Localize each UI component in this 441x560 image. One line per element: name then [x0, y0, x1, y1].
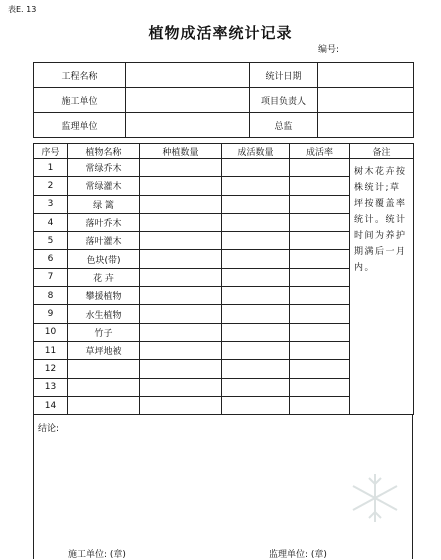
- remarks-text: 树木花卉按株统计;草坪按覆盖率统计。统计时间为养护期满后一月内。: [350, 159, 414, 415]
- plant-name: 常绿乔木: [68, 159, 140, 177]
- row-number: 10: [34, 323, 68, 341]
- row-number: 1: [34, 159, 68, 177]
- plant-name: 水生植物: [68, 305, 140, 323]
- plant-name: [68, 360, 140, 378]
- planted-quantity-cell[interactable]: [140, 360, 222, 378]
- planted-quantity-cell[interactable]: [140, 378, 222, 396]
- survival-rate-cell[interactable]: [290, 213, 350, 231]
- survived-quantity-cell[interactable]: [222, 250, 290, 268]
- project-manager-label: 项目负责人: [250, 88, 318, 113]
- construction-unit-field[interactable]: [126, 88, 250, 113]
- planted-quantity-cell[interactable]: [140, 287, 222, 305]
- column-header: 序号: [34, 144, 68, 159]
- row-number: 14: [34, 396, 68, 414]
- survival-rate-cell[interactable]: [290, 378, 350, 396]
- page-title: 植物成活率统计记录: [148, 24, 293, 42]
- survival-rate-cell[interactable]: [290, 232, 350, 250]
- info-row-construction: [34, 88, 414, 113]
- survival-rate-cell[interactable]: [290, 250, 350, 268]
- chief-supervisor-label: 总监: [250, 113, 318, 138]
- row-number: 6: [34, 250, 68, 268]
- plant-name: 色块(带): [68, 250, 140, 268]
- plant-name: 落叶灌木: [68, 232, 140, 250]
- survival-rate-cell[interactable]: [290, 195, 350, 213]
- planted-quantity-cell[interactable]: [140, 396, 222, 414]
- supervision-signature: 监理单位: (章): [269, 550, 327, 560]
- planted-quantity-cell[interactable]: [140, 305, 222, 323]
- plant-name: 竹子: [68, 323, 140, 341]
- survival-rate-cell[interactable]: [290, 360, 350, 378]
- planted-quantity-cell[interactable]: [140, 341, 222, 359]
- construction-signature: 施工单位: (章): [68, 550, 126, 560]
- row-number: 5: [34, 232, 68, 250]
- survival-rate-cell[interactable]: [290, 305, 350, 323]
- supervision-unit-label: 监理单位: [34, 113, 126, 138]
- row-number: 9: [34, 305, 68, 323]
- survived-quantity-cell[interactable]: [222, 213, 290, 231]
- survived-quantity-cell[interactable]: [222, 341, 290, 359]
- planted-quantity-cell[interactable]: [140, 232, 222, 250]
- plant-name: 常绿灌木: [68, 177, 140, 195]
- plant-name: 落叶乔木: [68, 213, 140, 231]
- plant-name: 绿 篱: [68, 195, 140, 213]
- column-header: 成活率: [290, 144, 350, 159]
- plant-name: 花 卉: [68, 268, 140, 286]
- survival-rate-table: [33, 143, 414, 415]
- planted-quantity-cell[interactable]: [140, 323, 222, 341]
- serial-number-label: 编号:: [318, 45, 340, 55]
- survived-quantity-cell[interactable]: [222, 195, 290, 213]
- table-header-row: [34, 144, 414, 159]
- plant-name: 草坪地被: [68, 341, 140, 359]
- plant-name: [68, 396, 140, 414]
- row-number: 11: [34, 341, 68, 359]
- row-number: 8: [34, 287, 68, 305]
- survived-quantity-cell[interactable]: [222, 360, 290, 378]
- conclusion-label: 结论:: [38, 424, 60, 434]
- stat-date-label: 统计日期: [250, 63, 318, 88]
- survival-rate-cell[interactable]: [290, 159, 350, 177]
- survival-rate-cell[interactable]: [290, 323, 350, 341]
- project-manager-field[interactable]: [318, 88, 414, 113]
- survived-quantity-cell[interactable]: [222, 305, 290, 323]
- survival-rate-cell[interactable]: [290, 396, 350, 414]
- survival-rate-cell[interactable]: [290, 268, 350, 286]
- survived-quantity-cell[interactable]: [222, 268, 290, 286]
- row-number: 4: [34, 213, 68, 231]
- planted-quantity-cell[interactable]: [140, 195, 222, 213]
- survived-quantity-cell[interactable]: [222, 323, 290, 341]
- survived-quantity-cell[interactable]: [222, 159, 290, 177]
- survived-quantity-cell[interactable]: [222, 177, 290, 195]
- survival-rate-cell[interactable]: [290, 287, 350, 305]
- row-number: 13: [34, 378, 68, 396]
- row-number: 3: [34, 195, 68, 213]
- survived-quantity-cell[interactable]: [222, 287, 290, 305]
- project-name-label: 工程名称: [34, 63, 126, 88]
- planted-quantity-cell[interactable]: [140, 268, 222, 286]
- column-header: 植物名称: [68, 144, 140, 159]
- plant-name: [68, 378, 140, 396]
- table-row: [34, 159, 414, 177]
- project-name-field[interactable]: [126, 63, 250, 88]
- survived-quantity-cell[interactable]: [222, 378, 290, 396]
- info-row-project: [34, 63, 414, 88]
- planted-quantity-cell[interactable]: [140, 250, 222, 268]
- column-header: 种植数量: [140, 144, 222, 159]
- survived-quantity-cell[interactable]: [222, 396, 290, 414]
- chief-supervisor-field[interactable]: [318, 113, 414, 138]
- planted-quantity-cell[interactable]: [140, 159, 222, 177]
- info-row-supervision: [34, 113, 414, 138]
- project-info-table: [33, 62, 414, 138]
- supervision-unit-field[interactable]: [126, 113, 250, 138]
- column-header: 成活数量: [222, 144, 290, 159]
- watermark-logo-icon: [345, 468, 405, 528]
- column-header: 备注: [350, 144, 414, 159]
- planted-quantity-cell[interactable]: [140, 177, 222, 195]
- plant-name: 攀援植物: [68, 287, 140, 305]
- row-number: 2: [34, 177, 68, 195]
- construction-unit-label: 施工单位: [34, 88, 126, 113]
- planted-quantity-cell[interactable]: [140, 213, 222, 231]
- survival-rate-cell[interactable]: [290, 341, 350, 359]
- table-number: 表E. 13: [8, 5, 37, 14]
- survived-quantity-cell[interactable]: [222, 232, 290, 250]
- survival-rate-cell[interactable]: [290, 177, 350, 195]
- row-number: 7: [34, 268, 68, 286]
- row-number: 12: [34, 360, 68, 378]
- stat-date-field[interactable]: [318, 63, 414, 88]
